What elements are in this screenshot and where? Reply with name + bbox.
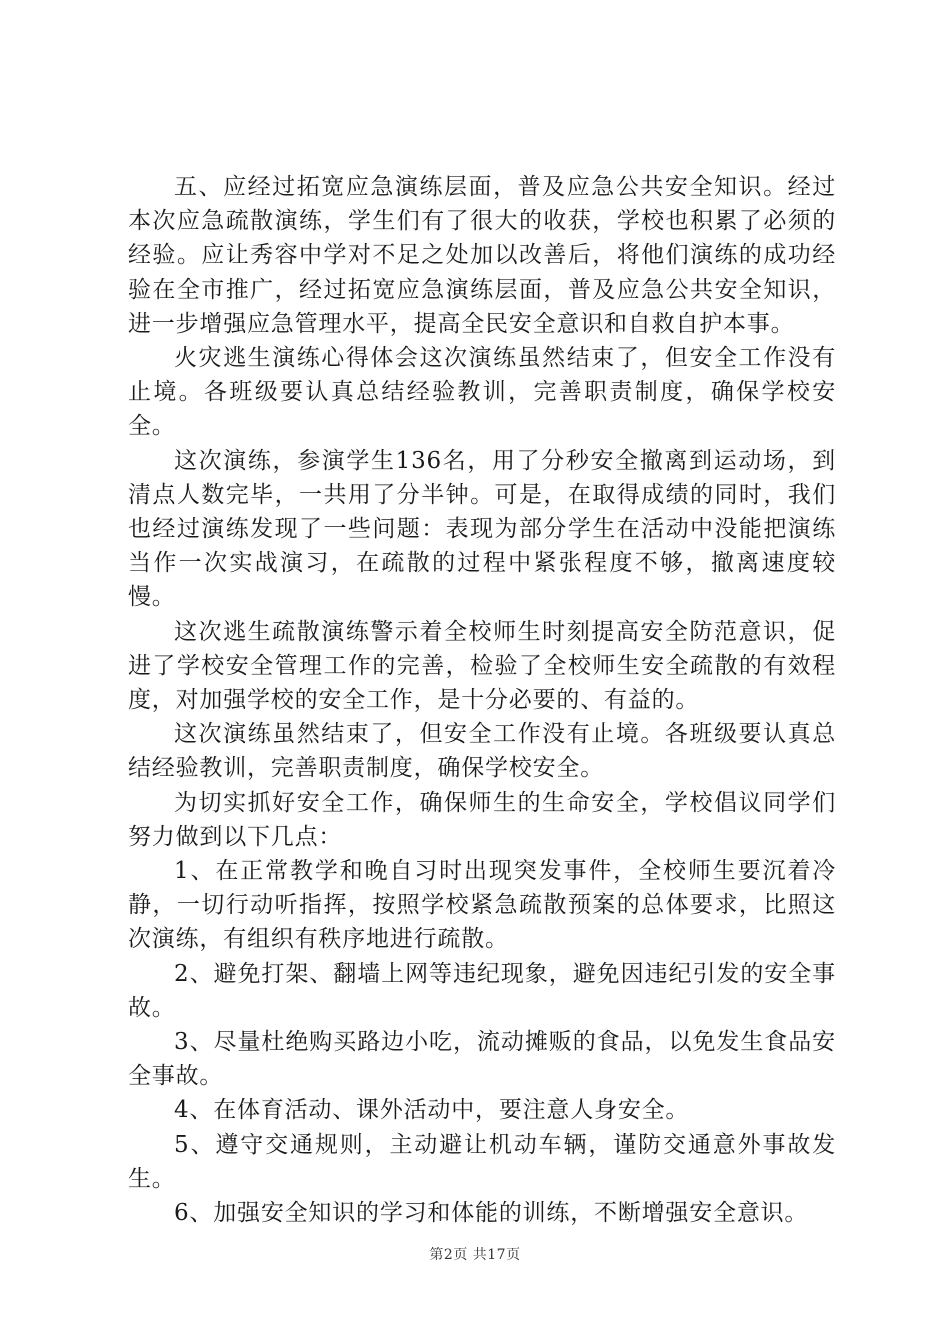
paragraph-safety-continues: 这次演练虽然结束了，但安全工作没有止境。各班级要认真总结经验教训，完善职责制度，确保学校安全。: [128, 721, 836, 782]
paragraph-fire-drill-reflection: 火灾逃生演练心得体会这次演练虽然结束了，但安全工作没有止境。各班级要认真总结经验教训，完善职责制度，确保学校安全。: [128, 345, 836, 440]
list-item-5: 5、遵守交通规则，主动避让机动车辆，谨防交通意外事故发生。: [128, 1131, 836, 1192]
paragraph-section-five: 五、应经过拓宽应急演练层面，普及应急公共安全知识。经过本次应急疏散演练，学生们有了很大的收获，学校也积累了必须的经验。应让秀容中学对不足之处加以改善后，将他们演练的成功经验在全市推广，经过拓宽应急演练层面，普及应急公共安全知识，进一步增强应急管理水平，提高全民安全意识和自救自护本事。: [128, 174, 836, 337]
list-item-3: 3、尽量杜绝购买路边小吃，流动摊贩的食品，以免发生食品安全事故。: [128, 1029, 836, 1090]
paragraph-drill-significance: 这次逃生疏散演练警示着全校师生时刻提高安全防范意识，促进了学校安全管理工作的完善，检验了全校师生安全疏散的有效程度，对加强学校的安全工作，是十分必要的、有益的。: [128, 618, 836, 714]
list-item-2: 2、避免打架、翻墙上网等违纪现象，避免因违纪引发的安全事故。: [128, 960, 836, 1021]
list-item-6: 6、加强安全知识的学习和体能的训练，不断增强安全意识。: [174, 1200, 809, 1227]
paragraph-drill-summary: 这次演练，参演学生136名，用了分秒安全撤离到运动场，到清点人数完毕，一共用了分半钟。可是，在取得成绩的同时，我们也经过演练发现了一些问题：表现为部分学生在活动中没能把演练当作一次实战演习，在疏散的过程中紧张程度不够，撤离速度较慢。: [128, 447, 836, 611]
document-body: [128, 170, 836, 1230]
paragraph-proposal-intro: 为切实抓好安全工作，确保师生的生命安全，学校倡议同学们努力做到以下几点：: [128, 789, 836, 850]
list-item-4: 4、在体育活动、课外活动中，要注意人身安全。: [174, 1097, 690, 1124]
list-item-1: 1、在正常教学和晚自习时出现突发事件，全校师生要沉着冷静，一切行动听指挥，按照学校紧急疏散预案的总体要求，比照这次演练，有组织有秩序地进行疏散。: [128, 858, 836, 953]
page-number-footer: 第2页 共17页: [429, 1247, 521, 1263]
